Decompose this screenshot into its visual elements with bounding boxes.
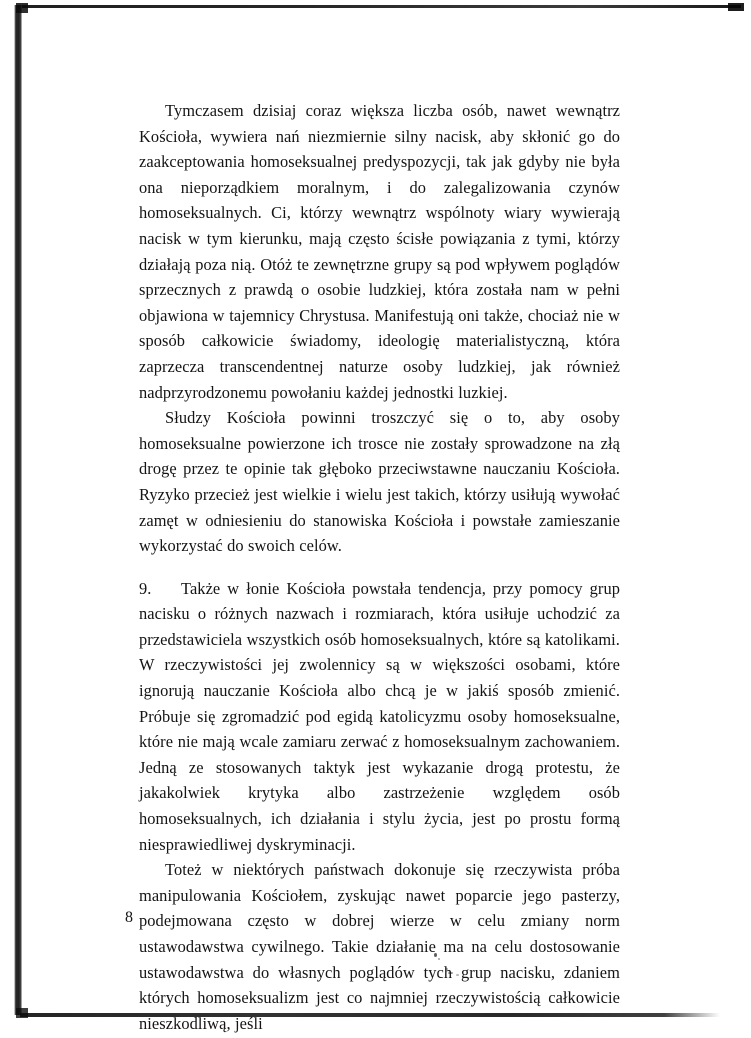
page-text-body [139,98,620,1036]
paragraph-2: Słudzy Kościoła powinni troszczyć się o to, aby osoby homoseksualne powierzone ich trosce nie zostały sprowadzone na złą drogę przez te opinie tak głęboko przeciwstawne nauczaniu Kościoła. Ryzyko przecież jest wielkie i wielu jest takich, którzy usiłują wywołać zamęt w odniesieniu do stanowiska Kościoła i powstałe zamieszanie wykorzystać do swoich celów. [139,408,620,556]
numbered-section-9-text: Także w łonie Kościoła powstała tendencja, przy pomocy grup nacisku o różnych nazwach i rozmiarach, która usiłuje uchodzić za przedstawiciela wszystkich osób homoseksualnych, które są katolikami. W rzeczywistości jej zwolennicy są w większości osobami, które ignorują nauczanie Kościoła albo chcą je w jakiś sposób zmienić. Próbuje się zgromadzić pod egidą katolicyzmu osoby homoseksualne, które nie mają wcale zamiaru zerwać z homoseksualnym zachowaniem. Jedną ze stosowanych taktyk jest wykazanie drogą protestu, że jakakolwiek krytyka albo zastrzeżenie względem osób homoseksualnych, ich działania i stylu życia, jest po prostu formą niesprawiedliwej dyskryminacji. [139,578,620,854]
scan-corner-top-left-artifact [16,3,28,13]
paragraph-1: Tymczasem dzisiaj coraz większa liczba osób, nawet wewnątrz Kościoła, wywiera nań niezmiernie silny nacisk, aby skłonić go do zaakceptowania homoseksualnej predyspozycji, tak jak gdyby nie była ona nieporządkiem moralnym, i do zalegalizowania czynów homoseksualnych. Ci, którzy wewnątrz wspólnoty wiary wywierają nacisk w tym kierunku, mają często ścisłe powiązania z tymi, którzy działają poza nią. Otóż te zewnętrzne grupy są pod wpływem poglądów sprzecznych z prawdą o osobie ludzkiej, która została nam w pełni objawiona w tajemnicy Chrystusa. Manifestują oni także, chociaż nie w sposób całkowicie świadomy, ideologię materialistyczną, która zaprzecza transcendentnej naturze osoby ludzkiej, jak również nadprzyrodzonemu powołaniu każdej jednostki luzkiej. [139,101,620,402]
scan-edge-top-artifact [18,5,741,8]
scan-edge-left-artifact [14,5,22,1015]
scan-corner-top-right-artifact [728,3,744,11]
section-number-label: 9. [139,578,152,598]
paragraph-4: Toteż w niektórych państwach dokonuje się rzeczywista próba manipulowania Kościołem, zyskując nawet poparcie jego pasterzy, podejmowana często w dobrej wierze w celu zmiany norm ustawodawstwa cywilnego. Takie działanie ma na celu dostosowanie ustawodawstwa do własnych poglądów tych grup nacisku, zdaniem których homoseksualizm jest co najmniej rzeczywistością całkowicie nieszkodliwą, jeśli [139,860,620,1033]
numbered-section-9 [139,576,620,858]
scan-corner-bottom-left-artifact [16,1008,28,1018]
page-number: 8 [125,909,133,926]
